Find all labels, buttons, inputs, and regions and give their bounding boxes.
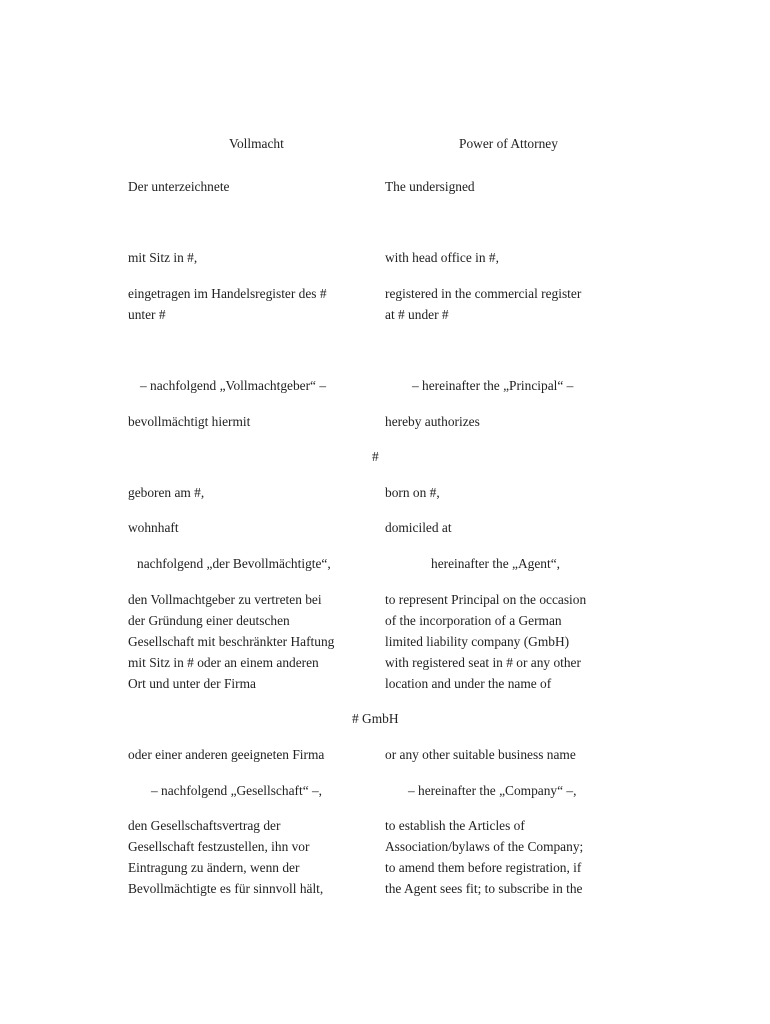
represent-german-line: den Vollmachtgeber zu vertreten bei — [128, 592, 322, 607]
born-german: geboren am #, — [128, 485, 205, 500]
other-name-german: oder einer anderen geeigneten Firma — [128, 747, 325, 762]
represent-german-line: Ort und unter der Firma — [128, 676, 256, 691]
seat-german: mit Sitz in #, — [128, 250, 198, 265]
articles-german-line: den Gesellschaftsvertrag der — [128, 818, 281, 833]
authorizes-english: hereby authorizes — [385, 414, 480, 429]
principal-english: – hereinafter the „Principal“ – — [412, 378, 574, 393]
undersigned-english: The undersigned — [385, 179, 475, 194]
seat-english: with head office in #, — [385, 250, 499, 265]
company-name: # GmbH — [352, 711, 399, 726]
register-german — [128, 283, 373, 325]
agent-name: # — [372, 449, 379, 464]
register-german-line: unter # — [128, 307, 166, 322]
articles-english-line: to establish the Articles of — [385, 818, 525, 833]
articles-english-line: to amend them before registration, if — [385, 860, 582, 875]
domicile-english: domiciled at — [385, 520, 452, 535]
articles-english — [385, 815, 630, 899]
represent-english-line: of the incorporation of a German — [385, 613, 562, 628]
represent-german-line: mit Sitz in # oder an einem anderen — [128, 655, 319, 670]
agent-german: nachfolgend „der Bevollmächtigte“, — [137, 556, 331, 571]
other-name-english: or any other suitable business name — [385, 747, 576, 762]
represent-english — [385, 589, 630, 694]
agent-english: hereinafter the „Agent“, — [431, 556, 560, 571]
articles-english-line: the Agent sees fit; to subscribe in the — [385, 881, 583, 896]
register-english-line: at # under # — [385, 307, 449, 322]
articles-german-line: Bevollmächtigte es für sinnvoll hält, — [128, 881, 324, 896]
born-english: born on #, — [385, 485, 440, 500]
represent-german-line: der Gründung einer deutschen — [128, 613, 290, 628]
principal-german: – nachfolgend „Vollmachtgeber“ – — [140, 378, 327, 393]
represent-english-line: with registered seat in # or any other — [385, 655, 581, 670]
register-german-line: eingetragen im Handelsregister des # — [128, 286, 327, 301]
represent-german — [128, 589, 373, 694]
title-english: Power of Attorney — [459, 136, 558, 151]
articles-german-line: Gesellschaft festzustellen, ihn vor — [128, 839, 310, 854]
articles-english-line: Association/bylaws of the Company; — [385, 839, 584, 854]
register-english-line: registered in the commercial register — [385, 286, 582, 301]
represent-english-line: to represent Principal on the occasion — [385, 592, 587, 607]
undersigned-german: Der unterzeichnete — [128, 179, 230, 194]
represent-english-line: limited liability company (GmbH) — [385, 634, 570, 649]
articles-german-line: Eintragung zu ändern, wenn der — [128, 860, 300, 875]
domicile-german: wohnhaft — [128, 520, 179, 535]
authorizes-german: bevollmächtigt hiermit — [128, 414, 251, 429]
articles-german — [128, 815, 373, 899]
company-english: – hereinafter the „Company“ –, — [408, 783, 577, 798]
represent-english-line: location and under the name of — [385, 676, 552, 691]
represent-german-line: Gesellschaft mit beschränkter Haftung — [128, 634, 335, 649]
title-german: Vollmacht — [229, 136, 284, 151]
company-german: – nachfolgend „Gesellschaft“ –, — [151, 783, 323, 798]
register-english — [385, 283, 630, 325]
